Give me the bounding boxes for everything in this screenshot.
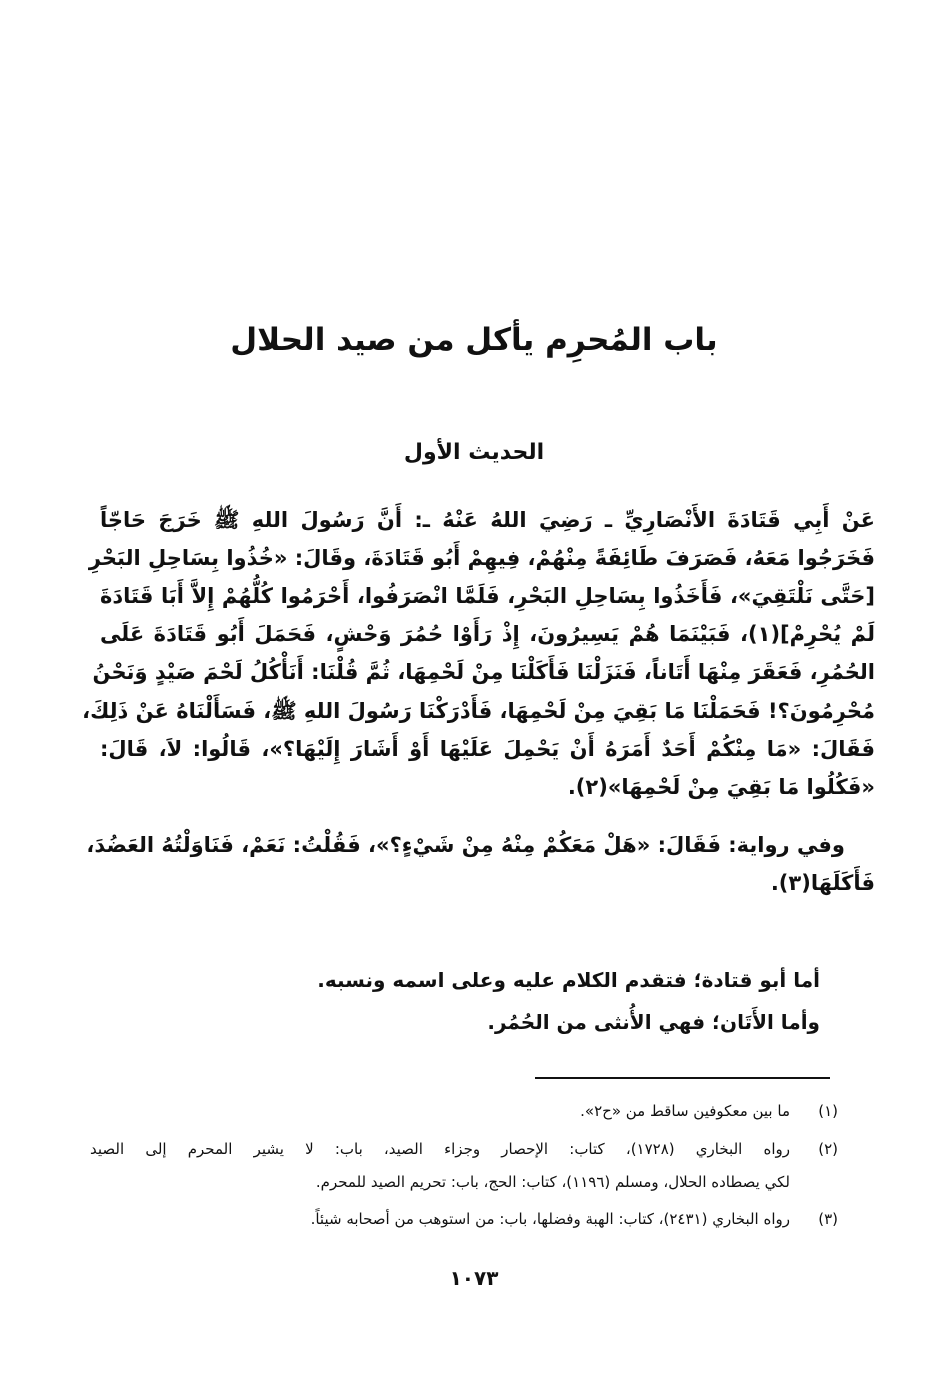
hadith-line: مُحْرِمُونَ؟! فَحَمَلْنَا مَا بَقِيَ مِنْ لَحْمِهَا، فَأَدْرَكْنَا رَسُولَ اللهِ ﷺ، فَسَأَلْنَاهُ عَنْ ذَلِكَ،: [82, 699, 875, 723]
hadith-line: الحُمُرِ، فَعَقَرَ مِنْهَا أَتَاناً، فَنَزَلْنَا فَأَكَلْنَا مِنْ لَحْمِهَا، ثُمَّ قُلْنَا: أَنَأْكُلُ لَحْمَ صَيْدٍ وَنَحْنُ: [92, 660, 875, 684]
footnote-number: (٢): [818, 1140, 838, 1158]
hadith-line: [حَتَّى نَلْتَقِيَ»، فَأَخَذُوا بِسَاحِلِ البَحْرِ، فَلَمَّا انْصَرَفُوا، أَحْرَمُوا كُلُّهُمْ إِلاَّ أَبَا قَتَادَةَ: [100, 584, 875, 608]
footnote-number: (٣): [818, 1210, 838, 1228]
footnote-text: رواه البخاري (١٧٢٨)، كتاب: الإحصار وجزاء الصيد، باب: لا يشير المحرم إلى الصيد: [90, 1140, 790, 1158]
hadith-line: فَقَالَ: «مَا مِنْكُمْ أَحَدٌ أَمَرَهُ أَنْ يَحْمِلَ عَلَيْهَا أَوْ أَشَارَ إِلَيْهَا؟»، قَالُوا: لاَ، قَالَ:: [100, 737, 875, 761]
footnote-number: (١): [818, 1102, 838, 1120]
hadith-heading: الحديث الأول: [403, 440, 545, 465]
footnote-text: لكي يصطاده الحلال، ومسلم (١١٩٦)، كتاب: الحج، باب: تحريم الصيد للمحرم.: [315, 1173, 790, 1191]
footnote-text: ما بين معكوفين ساقط من «ح٢».: [580, 1102, 790, 1120]
hadith-line: فَخَرَجُوا مَعَهُ، فَصَرَفَ طَائِفَةً مِنْهُمْ، فِيهِمْ أَبُو قَتَادَةَ، وقَالَ: «خُذُوا بِسَاحِلِ البَحْرِ: [88, 546, 875, 570]
riwaya-line: وفي رواية: فَقَالَ: «هَلْ مَعَكُمْ مِنْهُ مِنْ شَيْءٍ؟»، فَقُلْتُ: نَعَمْ، فَنَاوَلْتُهُ العَضُدَ،: [86, 833, 845, 857]
note-abu-qatada: أما أبو قتادة؛ فتقدم الكلام عليه وعلى اسمه ونسبه.: [317, 968, 820, 992]
chapter-title: باب المُحرِم يأكل من صيد الحلال: [230, 322, 718, 358]
footnote-divider: [535, 1077, 830, 1079]
page-number: ١٠٧٣: [449, 1266, 499, 1290]
note-atan: وأما الأَتَان؛ فهي الأُنثى من الحُمُر.: [487, 1010, 820, 1034]
hadith-line: «فَكُلُوا مَا بَقِيَ مِنْ لَحْمِهَا»(٢).: [567, 775, 875, 799]
hadith-line: عَنْ أَبِي قَتَادَةَ الأَنْصَارِيِّ ـ رَضِيَ اللهُ عَنْهُ ـ: أَنَّ رَسُولَ اللهِ ﷺ خَرَجَ حَاجّاً: [100, 508, 875, 532]
hadith-line: لَمْ يُحْرِمْ](١)، فَبَيْنَمَا هُمْ يَسِيرُونَ، إِذْ رَأَوْا حُمُرَ وَحْشٍ، فَحَمَلَ أَبُو قَتَادَةَ عَلَى: [100, 622, 875, 646]
footnote-text: رواه البخاري (٢٤٣١)، كتاب: الهبة وفضلها، باب: من استوهب من أصحابه شيئاً.: [310, 1210, 790, 1228]
riwaya-line: فَأَكَلَهَا(٣).: [770, 871, 875, 895]
